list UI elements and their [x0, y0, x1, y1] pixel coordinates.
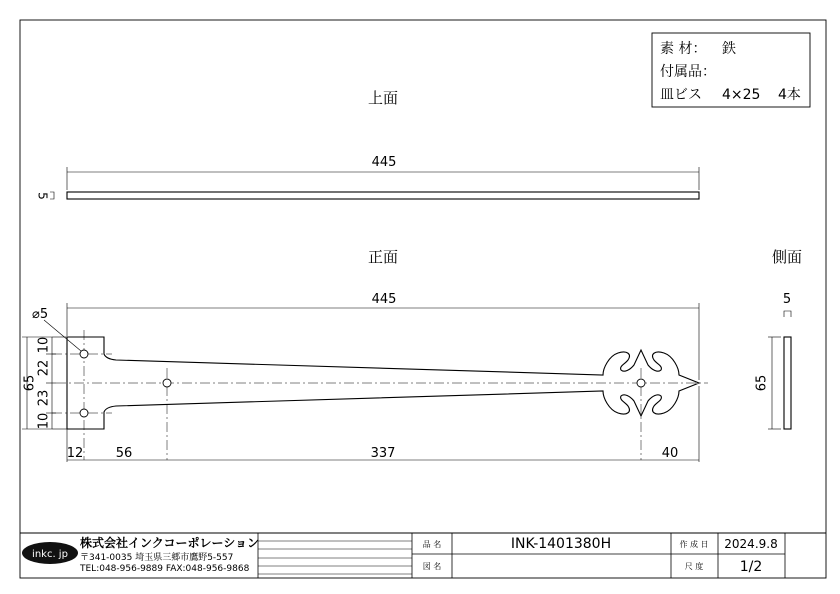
screw-name: 皿ビス	[660, 87, 702, 103]
date-label: 作 成 日	[679, 540, 709, 549]
screw-size: 4×25	[722, 87, 761, 103]
hole-diameter-dim: ⌀5	[32, 307, 49, 322]
accessory-label: 付属品：	[660, 64, 716, 80]
height-total-dim: 65	[22, 374, 38, 392]
screw-qty: 4本	[778, 87, 801, 103]
material-spec-box	[652, 33, 810, 107]
top-thickness-dim: 5	[35, 192, 50, 200]
company-name: 株式会社インクコーポレーション	[80, 536, 260, 550]
side-view-title: 側面	[771, 248, 803, 266]
front-view	[22, 248, 708, 462]
drawing-label: 図 名	[422, 562, 442, 571]
bottom-dim-3: 337	[370, 446, 396, 461]
product-label: 品 名	[422, 540, 442, 549]
left-dim-4: 10	[36, 412, 52, 430]
top-view-profile	[67, 192, 699, 199]
scale-value: 1/2	[739, 559, 763, 575]
bottom-dim-4: 40	[661, 446, 679, 461]
material-label: 素 材：	[660, 41, 707, 57]
product-value: INK-1401380H	[510, 536, 612, 552]
company-address: 〒341-0035 埼玉県三郷市鷹野5-557	[80, 553, 234, 563]
front-view-title: 正面	[367, 248, 399, 266]
company-contact: TEL:048-956-9889 FAX:048-956-9868	[80, 564, 250, 574]
left-dim-1: 10	[36, 336, 52, 354]
date-value: 2024.9.8	[724, 537, 778, 551]
hole-top-left	[80, 350, 88, 358]
scale-label: 尺 度	[684, 562, 704, 571]
title-block	[20, 533, 826, 578]
sheet-border	[20, 20, 826, 578]
left-dim-3: 23	[36, 389, 52, 407]
hole-bottom-left	[80, 409, 88, 417]
side-height-dim: 65	[754, 374, 770, 392]
bottom-dim-1: 12	[66, 446, 84, 461]
top-view	[36, 89, 700, 200]
logo-text: inkc. jp	[32, 549, 68, 560]
left-dim-2: 22	[36, 359, 52, 377]
hole-middle	[163, 379, 171, 387]
top-length-dim: 445	[371, 155, 397, 170]
hole-tip	[637, 379, 645, 387]
side-view-profile	[784, 337, 791, 429]
side-view	[755, 248, 803, 429]
front-length-dim: 445	[371, 292, 397, 307]
material-value: 鉄	[722, 41, 736, 57]
bottom-dim-2: 56	[115, 446, 133, 461]
side-thickness-dim: 5	[782, 292, 792, 307]
top-view-title: 上面	[367, 89, 399, 107]
